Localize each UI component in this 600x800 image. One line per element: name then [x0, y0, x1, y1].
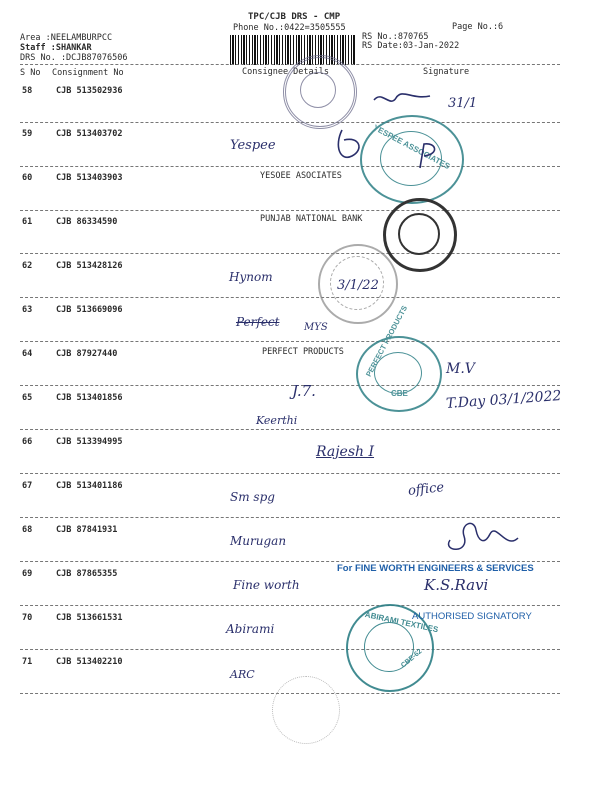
col-sno: S No	[20, 68, 41, 78]
perfect-products-stamp	[356, 304, 442, 412]
handwritten-sign-69: K.S.Ravi	[424, 576, 489, 594]
row-divider	[20, 122, 560, 123]
signature-scribble-59	[330, 126, 370, 166]
row-sno: 60	[22, 173, 33, 183]
abirami-stamp-code: CBE-62	[400, 647, 424, 670]
col-details: Consignee Details	[242, 67, 329, 77]
handwritten-name-68: Murugan	[230, 534, 287, 548]
handwritten-name-69: Fine worth	[233, 578, 300, 592]
row-consignment: CJB 87927440	[56, 349, 118, 359]
row-consignment: CJB 513669096	[56, 305, 123, 315]
row-divider	[20, 341, 560, 342]
handwritten-struck-63: Perfect	[236, 315, 280, 329]
row-divider	[20, 253, 560, 254]
row-consignment: CJB 513401856	[56, 393, 123, 403]
yespee-associates-stamp	[360, 115, 464, 204]
row-divider	[20, 473, 560, 474]
row-sno: 69	[22, 569, 33, 579]
staff-label: Staff :	[20, 43, 56, 53]
row71-faint-seal	[272, 676, 340, 744]
row-consignment: CJB 513403702	[56, 129, 123, 139]
signature-scribble-59b	[414, 138, 444, 172]
row-consignment: CJB 513394995	[56, 437, 123, 447]
row-divider	[20, 297, 560, 298]
row-consignment: CJB 513661531	[56, 613, 123, 623]
row-divider	[20, 649, 560, 650]
row-sno: 63	[22, 305, 33, 315]
row-sno: 66	[22, 437, 33, 447]
row-consignment: CJB 87865355	[56, 569, 118, 579]
row-sno: 65	[22, 393, 33, 403]
handwritten-date-65: T.Day 03/1/2022	[445, 387, 562, 413]
consignee-name: PUNJAB NATIONAL BANK	[260, 214, 363, 224]
signature-scribble-68	[440, 516, 520, 556]
rs-number: RS No.:870765	[362, 32, 429, 42]
row-sno: 61	[22, 217, 33, 227]
row-sno: 64	[22, 349, 33, 359]
yespee-stamp-text: YESPEE ASSOCIATES	[371, 123, 452, 172]
handwritten-name-63: MYS	[304, 322, 328, 333]
row-divider	[20, 561, 560, 562]
row-sno: 70	[22, 613, 33, 623]
staff-name: SHANKAR	[55, 43, 92, 53]
row-sno: 62	[22, 261, 33, 271]
bank-seal-stamp	[383, 198, 457, 272]
row-consignment: CJB 513401186	[56, 481, 123, 491]
handwritten-date-58: 31/1	[448, 96, 478, 111]
rs-date: RS Date:03-Jan-2022	[362, 41, 460, 51]
area-label: Area :NEELAMBURPCC	[20, 33, 113, 43]
fineworth-stamp-text: For FINE WORTH ENGINEERS & SERVICES	[337, 563, 534, 574]
staff-row	[20, 43, 92, 53]
page-number: Page No.:6	[452, 22, 504, 32]
row-consignment: CJB 86334590	[56, 217, 118, 227]
handwritten-office-67: office	[407, 480, 445, 499]
consignee-name: YESOEE ASOCIATES	[260, 171, 342, 181]
consignee-name: PERFECT PRODUCTS	[262, 347, 344, 357]
handwritten-name-67: Sm spg	[230, 490, 275, 504]
signature-scribble-58	[372, 86, 432, 110]
row-divider	[20, 166, 560, 167]
row-sno: 58	[22, 86, 33, 96]
abirami-stamp-text: ABIRAMI TEXTILES	[364, 610, 440, 635]
header-divider	[20, 64, 560, 65]
perfect-stamp-city: CBE	[391, 389, 408, 398]
row-divider	[20, 385, 560, 386]
perfect-stamp-text: PERFECT PRODUCTS	[364, 304, 410, 379]
row-divider	[20, 605, 560, 606]
handwritten-name-70: Abirami	[226, 622, 275, 636]
handwritten-name-65: Keerthi	[256, 414, 298, 427]
row-consignment: CJB 87841931	[56, 525, 118, 535]
row-sno: 68	[22, 525, 33, 535]
handwritten-name-66: Rajesh I	[316, 444, 375, 460]
handwritten-name-59: Yespee	[230, 138, 276, 153]
col-consignment: Consignment No	[52, 68, 124, 78]
authorised-signatory-text: AUTHORISED SIGNATORY	[412, 611, 532, 622]
drs-number: DRS No. :DCJB87076506	[20, 53, 128, 63]
phone-number: Phone No.:0422=3505555	[233, 23, 346, 33]
handwritten-name-62: Hynom	[229, 270, 273, 284]
handwritten-name-71: ARC	[230, 668, 255, 681]
row-consignment: CJB 513502936	[56, 86, 123, 96]
row-sno: 67	[22, 481, 33, 491]
row-divider	[20, 210, 560, 211]
document-title: TPC/CJB DRS - CMP	[248, 12, 341, 22]
handwritten-sign-64: M.V	[446, 361, 475, 377]
row-sno: 71	[22, 657, 33, 667]
row-consignment: CJB 513403903	[56, 173, 123, 183]
header-seal-stamp	[283, 55, 357, 129]
row-consignment: CJB 513428126	[56, 261, 123, 271]
handwritten-date-62: 3/1/22	[337, 278, 379, 293]
col-signature: Signature	[423, 67, 470, 77]
row-sno: 59	[22, 129, 33, 139]
row-divider	[20, 429, 560, 430]
handwritten-sign-65: J.7.	[292, 382, 316, 400]
row-consignment: CJB 513402210	[56, 657, 123, 667]
